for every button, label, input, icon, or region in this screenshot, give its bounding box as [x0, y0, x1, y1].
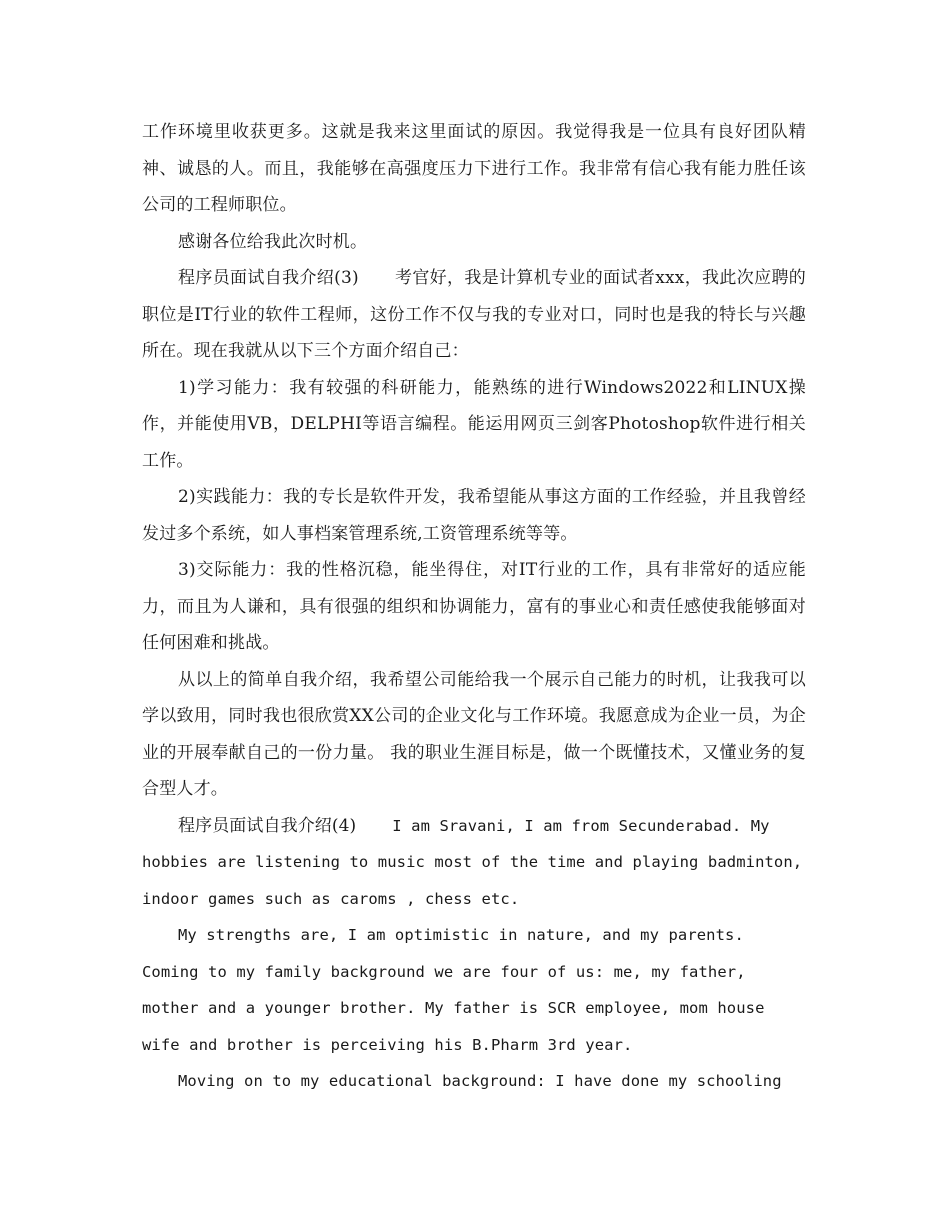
paragraph-3-text: 考官好，我是计算机专业的面试者xxx，我此次应聘的职位是IT行业的软件工程师，这份工作不仅与我的专业对口，同时也是我的特长与兴趣所在。现在我就从以下三个方面介绍自己：: [142, 268, 807, 361]
paragraph-3: [142, 260, 806, 370]
paragraph-8: [142, 808, 806, 918]
paragraph-7: 从以上的简单自我介绍，我希望公司能给我一个展示自己能力的时机，让我我可以学以致用，同时我也很欣赏XX公司的企业文化与工作环境。我愿意成为企业一员，为企业的开展奉献自己的一份力量。 我的职业生涯目标是，做一个既懂技术，又懂业务的复合型人才。: [142, 669, 806, 799]
paragraph-4: 1)学习能力：我有较强的科研能力，能熟练的进行Windows2022和LINUX操作，并能使用VB，DELPHI等语言编程。能运用网页三剑客Photoshop软件进行相关工作。: [142, 377, 806, 471]
paragraph-10: Moving on to my educational background: I have done my schooling: [178, 1072, 782, 1090]
paragraph-5: 2)实践能力：我的专长是软件开发，我希望能从事这方面的工作经验，并且我曾经发过多个系统，如人事档案管理系统,工资管理系统等等。: [142, 487, 806, 544]
document-body: [142, 114, 806, 1100]
section-heading-4: 程序员面试自我介绍(4): [178, 815, 357, 836]
paragraph-2: 感谢各位给我此次时机。: [178, 231, 368, 252]
section-heading-3: 程序员面试自我介绍(3): [178, 268, 359, 288]
paragraph-8-text: I am Sravani, I am from Secunderabad. My hobbies are listening to music most of the time and playing badminton, indoor games such as caroms , chess etc.: [142, 816, 803, 908]
paragraph-6: 3)交际能力：我的性格沉稳，能坐得住，对IT行业的工作，具有非常好的适应能力，而且为人谦和，具有很强的组织和协调能力，富有的事业心和责任感使我能够面对任何困难和挑战。: [142, 560, 806, 653]
paragraph-9: My strengths are, I am optimistic in nature, and my parents. Coming to my family background we are four of us: me, my father, mother and a younger brother. My father is SCR employee, mom house wife and brother is perceiving his B.Pharm 3rd year.: [142, 926, 765, 1054]
paragraph-1: 工作环境里收获更多。这就是我来这里面试的原因。我觉得我是一位具有良好团队精神、诚恳的人。而且，我能够在高强度压力下进行工作。我非常有信心我有能力胜任该公司的工程师职位。: [142, 122, 806, 215]
